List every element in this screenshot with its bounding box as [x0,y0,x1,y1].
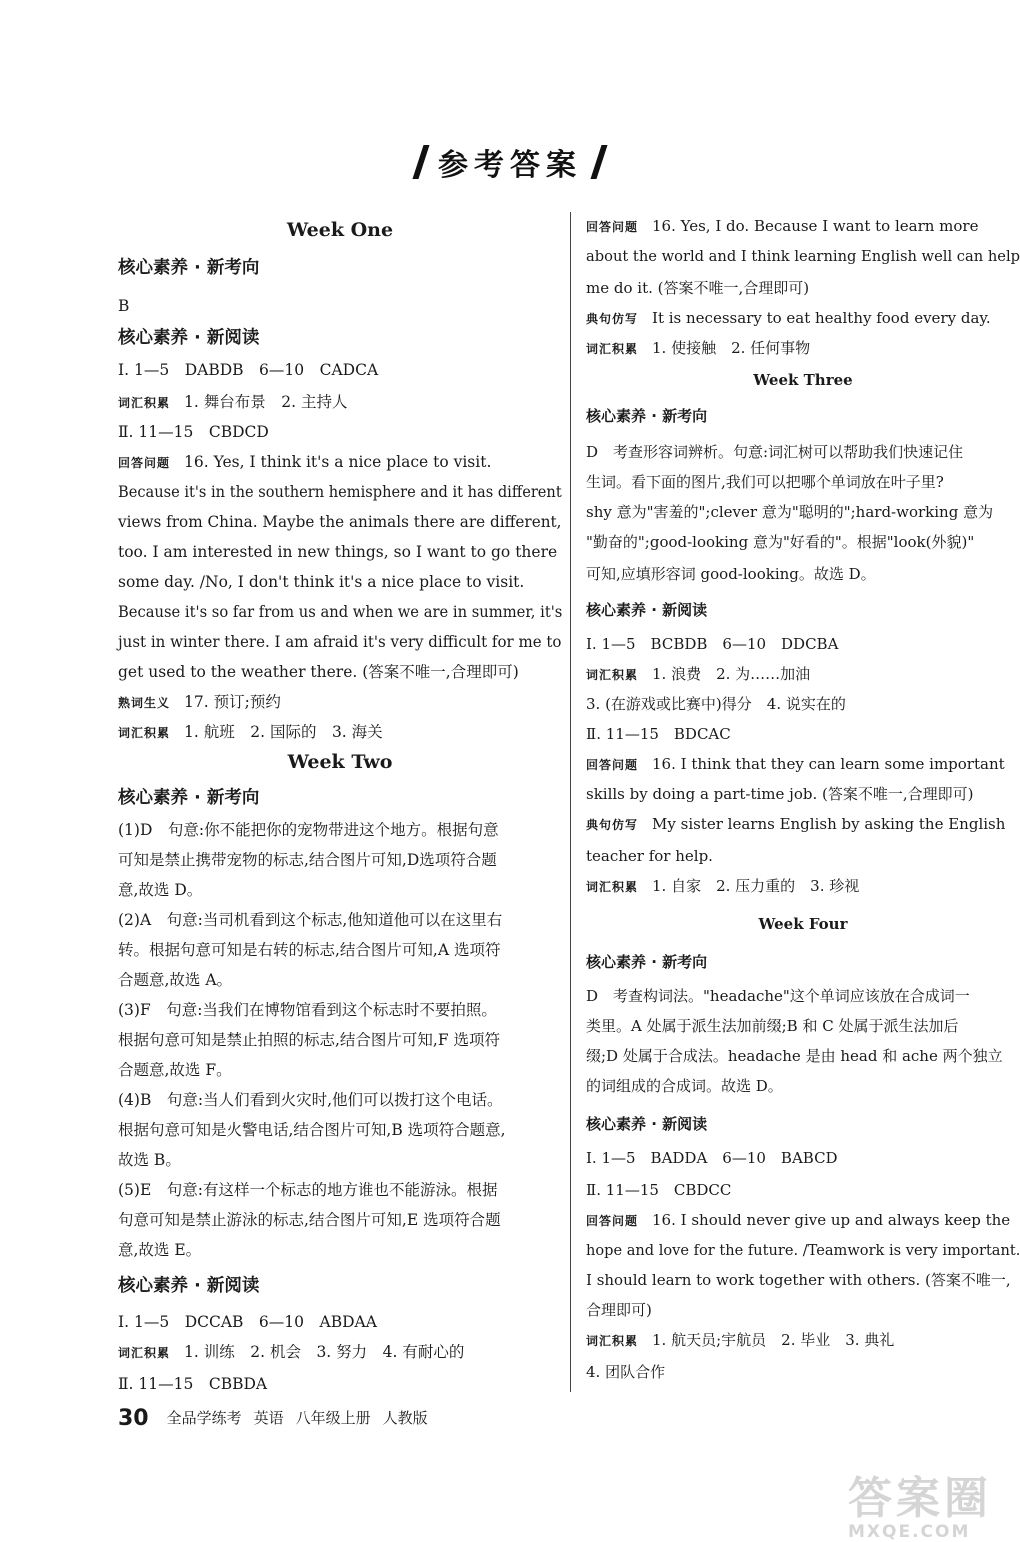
answer-label: 回答问题 [586,1214,639,1228]
answer-text: 16. I think that they can learn some important [652,755,1005,773]
answer-line [118,692,281,713]
footer-grade: 八年级上册 [295,1409,371,1427]
answer-line: Ⅱ. 11—15 CBDCD [118,423,269,441]
answer-label: 典句仿写 [586,312,639,326]
answer-line: 故选 B。 [118,1151,181,1169]
answer-label: 词汇积累 [118,396,171,410]
section-heading: 核心素养 · 新阅读 [586,1115,708,1133]
answer-line: shy 意为"害羞的";clever 意为"聪明的";hard-working 意为 [586,503,994,521]
answer-line: 合题意,故选 F。 [118,1061,232,1079]
answer-line: 根据句意可知是火警电话,结合图片可知,B 选项符合题意, [118,1121,506,1139]
watermark-logo [848,1462,992,1542]
footer-edition: 人教版 [382,1409,428,1427]
answer-line [118,392,347,413]
answer-line: 4. 团队合作 [586,1363,666,1381]
section-heading: 核心素养 · 新考向 [586,953,708,971]
answer-line: "勤奋的";good-looking 意为"好看的"。根据"look(外貌)" [586,533,975,551]
answer-line: Because it's in the southern hemisphere and it has different [118,483,562,501]
answer-line: Ⅱ. 11—15 CBDCC [586,1181,732,1199]
title-slash-left [412,145,429,179]
answer-text: It is necessary to eat healthy food every day. [652,309,991,327]
answer-line: me do it. (答案不唯一,合理即可) [586,279,810,297]
week-heading: Week Three [753,371,853,389]
answer-line: views from China. Maybe the animals there are different, [118,513,562,531]
answer-line: skills by doing a part-time job. (答案不唯一,合理即可) [586,785,974,803]
answer-text: 1. 自家 2. 压力重的 3. 珍视 [652,877,860,895]
answer-line: 转。根据句意可知是右转的标志,结合图片可知,A 选项符 [118,941,501,959]
answer-line [586,216,978,237]
answer-line: just in winter there. I am afraid it's very difficult for me to [118,633,562,651]
answer-line: 可知是禁止携带宠物的标志,结合图片可知,D选项符合题 [118,851,497,869]
answer-line: 的词组成的合成词。故选 D。 [586,1077,783,1095]
answer-text: My sister learns English by asking the English [652,815,1006,833]
answer-line [118,722,383,743]
title-text: 参考答案 [438,148,582,183]
section-heading: 核心素养 · 新考向 [118,258,260,278]
footer-subject: 英语 [253,1409,284,1427]
week-heading: Week Four [758,915,848,933]
answer-line: 生词。看下面的图片,我们可以把哪个单词放在叶子里? [586,473,944,491]
watermark-top: 答案圈 [848,1473,992,1524]
answer-line: (5)E 句意:有这样一个标志的地方谁也不能游泳。根据 [118,1181,498,1199]
page-number: 30 [118,1406,149,1431]
week-heading: Week Two [287,751,393,773]
week-heading: Week One [286,219,394,241]
answer-text: 1. 航天员;宇航员 2. 毕业 3. 典礼 [652,1331,895,1349]
answer-label: 熟词生义 [118,696,171,710]
answer-line [586,1330,894,1351]
section-heading: 核心素养 · 新阅读 [118,328,260,348]
answer-line [118,1342,464,1363]
section-heading: 核心素养 · 新阅读 [586,601,708,619]
answer-text: 17. 预订;预约 [184,693,281,711]
answer-label: 词汇积累 [586,668,639,682]
answer-line: about the world and I think learning English well can help [586,247,1020,265]
section-heading: 核心素养 · 新考向 [586,407,708,425]
answer-line: Ⅱ. 11—15 BDCAC [586,725,731,743]
answer-line: 类里。A 处属于派生法加前缀;B 和 C 处属于派生法加后 [586,1017,959,1035]
answer-label: 词汇积累 [586,342,639,356]
answer-text: 16. I should never give up and always keep the [652,1211,1011,1229]
answer-line: some day. /No, I don't think it's a nice place to visit. [118,573,525,591]
answer-text: 1. 航班 2. 国际的 3. 海关 [184,723,383,741]
answer-line: Ⅰ. 1—5 BCBDB 6—10 DDCBA [586,635,839,653]
answer-label: 典句仿写 [586,818,639,832]
watermark-bottom: MXQE.COM [848,1522,971,1542]
footer-book: 全品学练考 [166,1409,242,1427]
page-footer [118,1406,440,1431]
answer-line: Ⅰ. 1—5 DABDB 6—10 CADCA [118,361,379,379]
section-heading: 核心素养 · 新考向 [118,788,260,808]
answer-line [586,308,991,329]
answer-line: get used to the weather there. (答案不唯一,合理即可) [118,663,519,681]
answer-line: 可知,应填形容词 good-looking。故选 D。 [586,565,876,583]
answer-label: 词汇积累 [118,726,171,740]
answer-line [586,814,1005,835]
answer-line: Ⅱ. 11—15 CBBDA [118,1375,268,1393]
answer-line [586,876,859,897]
answer-text: 1. 舞台布景 2. 主持人 [184,393,348,411]
title-slash-right [590,145,607,179]
answer-line [586,1210,1010,1231]
answer-line: B [118,297,130,315]
answer-line: too. I am interested in new things, so I want to go there [118,543,558,561]
answer-line: 合题意,故选 A。 [118,971,233,989]
section-heading: 核心素养 · 新阅读 [118,1276,260,1296]
page-title [0,140,1020,184]
answer-text: 16. Yes, I do. Because I want to learn more [652,217,979,235]
answer-label: 词汇积累 [586,880,639,894]
column-divider [570,212,571,1392]
answer-line: (2)A 句意:当司机看到这个标志,他知道他可以在这里右 [118,911,503,929]
answer-line: (1)D 句意:你不能把你的宠物带进这个地方。根据句意 [118,821,499,839]
answer-label: 回答问题 [586,220,639,234]
answer-label: 回答问题 [586,758,639,772]
answer-text: 1. 训练 2. 机会 3. 努力 4. 有耐心的 [184,1343,465,1361]
answer-text: 16. Yes, I think it's a nice place to visit. [184,453,492,471]
answer-text: 1. 浪费 2. 为……加油 [652,665,811,683]
answer-line: Ⅰ. 1—5 BADDA 6—10 BABCD [586,1149,838,1167]
answer-line [586,754,1005,775]
answer-line: I should learn to work together with others. (答案不唯一, [586,1271,1011,1289]
answer-line: teacher for help. [586,847,713,865]
answer-label: 回答问题 [118,456,171,470]
answer-line: 合理即可) [586,1301,652,1319]
answer-line: (3)F 句意:当我们在博物馆看到这个标志时不要拍照。 [118,1001,497,1019]
answer-line: D 考查构词法。"headache"这个单词应该放在合成词一 [586,987,970,1005]
answer-label: 词汇积累 [586,1334,639,1348]
answer-line: 3. (在游戏或比赛中)得分 4. 说实在的 [586,695,846,713]
answer-line: 意,故选 D。 [118,881,203,899]
answer-line: Ⅰ. 1—5 DCCAB 6—10 ABDAA [118,1313,377,1331]
answer-line: 根据句意可知是禁止拍照的标志,结合图片可知,F 选项符 [118,1031,501,1049]
answer-line: 句意可知是禁止游泳的标志,结合图片可知,E 选项符合题 [118,1211,501,1229]
answer-line: hope and love for the future. /Teamwork is very important. [586,1241,1020,1259]
answer-line: 缀;D 处属于合成法。headache 是由 head 和 ache 两个独立 [586,1047,1003,1065]
answer-line: 意,故选 E。 [118,1241,202,1259]
answer-line: D 考查形容词辨析。句意:词汇树可以帮助我们快速记住 [586,443,964,461]
answer-text: 1. 使接触 2. 任何事物 [652,339,811,357]
answer-line: Because it's so far from us and when we are in summer, it's [118,603,563,621]
answer-line: (4)B 句意:当人们看到火灾时,他们可以拨打这个电话。 [118,1091,503,1109]
answer-label: 词汇积累 [118,1346,171,1360]
answer-line [586,338,810,359]
answer-line [118,452,491,473]
answer-line [586,664,810,685]
